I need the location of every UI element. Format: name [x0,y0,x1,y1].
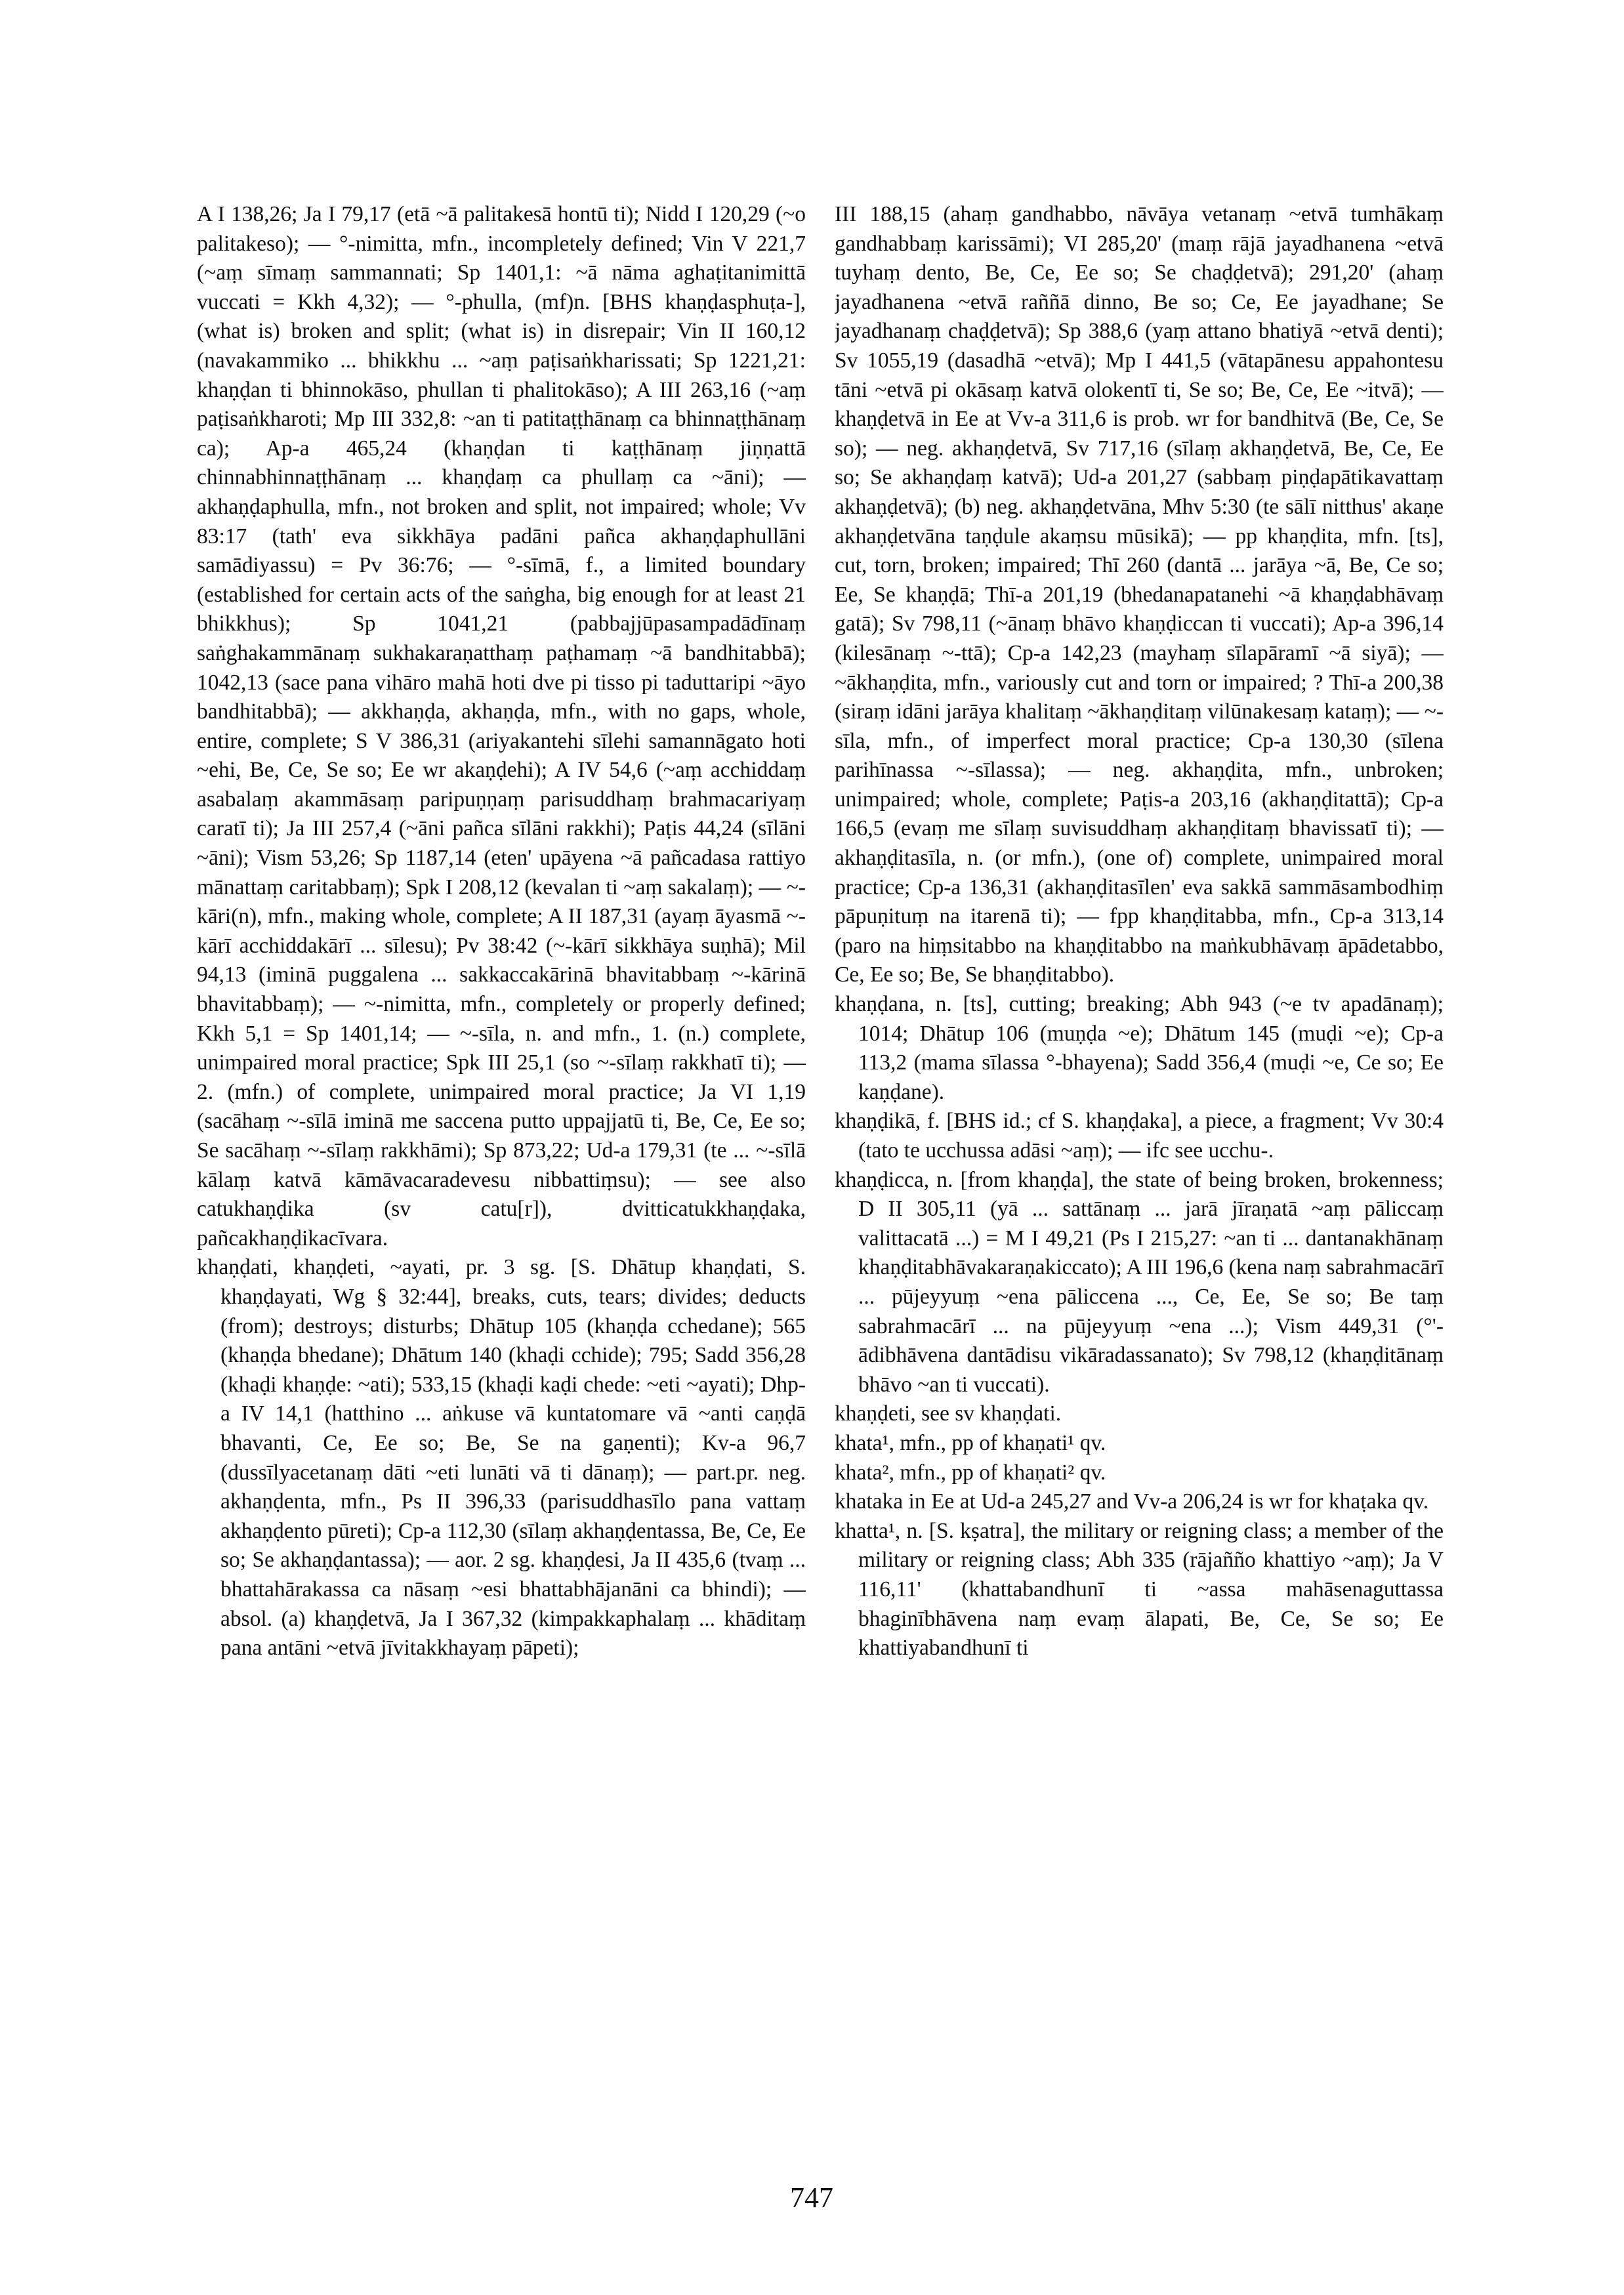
entry-khandati: khaṇḍati, khaṇḍeti, ~ayati, pr. 3 sg. [S. Dhātup khaṇḍati, S. khaṇḍayati, Wg § 32:44], breaks, cuts, tears; divides; deducts (from); destroys; disturbs; Dhātup 105 (khaṇḍa cchedane); 565 (khaṇḍa bhedane); Dhātum 140 (khaḍi cchide); 795; Sadd 356,28 (khaḍi khaṇḍe: ~ati); 533,15 (khaḍi kaḍi chede: ~eti ~ayati); Dhp-a IV 14,1 (hatthino ... aṅkuse vā kuntatomare vā ~anti caṇḍā bhavanti, Ce, Ee so; Be, Se na gaṇenti); Kv-a 96,7 (dussīlyacetanaṃ dāti ~eti lunāti vā ti dānaṃ); — part.pr. neg. akhaṇḍenta, mfn., Ps II 396,33 (parisuddhasīlo pana vattaṃ akhaṇḍento pūreti); Cp-a 112,30 (sīlaṃ akhaṇḍentassa, Be, Ce, Ee so; Se akhaṇḍantassa); — aor. 2 sg. khaṇḍesi, Ja II 435,6 (tvaṃ ... bhattahārakassa ca nāsaṃ ~esi bhattabhājanāni ca bhindi); — absol. (a) khaṇḍetvā, Ja I 367,32 (kimpakkaphalaṃ ... khāditaṃ pana antāni ~etvā jīvitakkhayaṃ pāpeti); [197,1255,806,1661]
entry-khataka: khataka in Ee at Ud-a 245,27 and Vv-a 206,24 is wr for khaṭaka qv. [835,1489,1429,1514]
entry-khata-1: khata¹, mfn., pp of khaṇati¹ qv. [835,1430,1106,1455]
left-column [197,200,806,2181]
left-paragraph-continuation: A I 138,26; Ja I 79,17 (etā ~ā palitakesā hontū ti); Nidd I 120,29 (~o palitakeso); — °-nimitta, mfn., incompletely defined; Vin V 221,7 (~aṃ sīmaṃ sammannati; Sp 1401,1: ~ā nāma aghaṭitanimittā vuccati = Kkh 4,32); — °-phulla, (mf)n. [BHS khaṇḍasphuṭa-], (what is) broken and split; (what is) in disrepair; Vin II 160,12 (navakammiko ... bhikkhu ... ~aṃ paṭisaṅkharissati; Sp 1221,21: khaṇḍan ti bhinnokāso, phullan ti phalitokāso); A III 263,16 (~aṃ paṭisaṅkharoti; Mp III 332,8: ~an ti patitaṭṭhānaṃ ca bhinnaṭṭhānaṃ ca); Ap-a 465,24 (khaṇḍan ti kaṭṭhānaṃ jiṇṇattā chinnabhinnaṭṭhānaṃ ... khaṇḍaṃ ca phullaṃ ca ~āni); — akhaṇḍaphulla, mfn., not broken and split, not impaired; whole; Vv 83:17 (tath' eva sikkhāya padāni pañca akhaṇḍaphullāni samādiyassu) = Pv 36:76; — °-sīmā, f., a limited boundary (established for certain acts of the saṅgha, big enough for at least 21 bhikkhus); Sp 1041,21 (pabbajjūpasampadādīnaṃ saṅghakammānaṃ sukhakaraṇatthaṃ paṭhamaṃ ~ā bandhitabbā); 1042,13 (sace pana vihāro mahā hoti dve pi tisso pi taduttaripi ~āyo bandhitabbā); — akkhaṇḍa, akhaṇḍa, mfn., with no gaps, whole, entire, complete; S V 386,31 (ariyakantehi sīlehi samannāgato hoti ~ehi, Be, Ce, Se so; Ee wr akaṇḍehi); A IV 54,6 (~aṃ acchiddaṃ asabalaṃ akammāsaṃ paripuṇṇaṃ parisuddhaṃ brahmacariyaṃ caratī ti); Ja III 257,4 (~āni pañca sīlāni rakkhi); Paṭis 44,24 (sīlāni ~āni); Vism 53,26; Sp 1187,14 (eten' upāyena ~ā pañcadasa rattiyo mānattaṃ caritabbaṃ); Spk I 208,12 (kevalan ti ~aṃ sakalaṃ); — ~-kāri(n), mfn., making whole, complete; A II 187,31 (ayaṃ āyasmā ~-kārī acchiddakārī ... sīlesu); Pv 38:42 (~-kārī sikkhāya suṇhā); Mil 94,13 (iminā puggalena ... sakkaccakārinā bhavitabbaṃ ~-kārinā bhavitabbaṃ); — ~-nimitta, mfn., completely or properly defined; Kkh 5,1 = Sp 1401,14; — ~-sīla, n. and mfn., 1. (n.) complete, unimpaired moral practice; Spk III 25,1 (so ~-sīlaṃ rakkhatī ti); — 2. (mfn.) of complete, unimpaired moral practice; Ja VI 1,19 (sacāhaṃ ~-sīlā iminā me saccena putto uppajjatū ti, Be, Ce, Ee so; Se sacāhaṃ ~-sīlaṃ rakkhāmi); Sp 873,22; Ud-a 179,31 (te ... ~-sīlā kālaṃ katvā kāmāvacaradevesu nibbattiṃsu); — see also catukhaṇḍika (sv catu[r]), dvitticatukkhaṇḍaka, pañcakhaṇḍikacīvara. [197,202,806,1251]
entry-khandika: khaṇḍikā, f. [BHS id.; cf S. khaṇḍaka], a piece, a fragment; Vv 30:4 (tato te ucchussa adāsi ~aṃ); — ifc see ucchu-. [835,1109,1444,1163]
entry-khata-2: khata², mfn., pp of khaṇati² qv. [835,1460,1106,1485]
entry-khandeti: khaṇḍeti, see sv khaṇḍati. [835,1401,1062,1426]
entry-khatta-1: khatta¹, n. [S. kṣatra], the military or reigning class; a member of the military or reigning class; Abh 335 (rājañño khattiyo ~aṃ); Ja V 116,11' (khattabandhunī ti ~assa mahāsenaguttassa bhaginībhāvena naṃ evaṃ ālapati, Be, Ce, Se so; Ee khattiyabandhunī ti [835,1518,1444,1661]
right-column [835,200,1444,2181]
right-paragraph-continuation: III 188,15 (ahaṃ gandhabbo, nāvāya vetanaṃ ~etvā tumhākaṃ gandhabbaṃ karissāmi); VI 285,20' (maṃ rājā jayadhanena ~etvā tuyhaṃ dento, Be, Ce, Ee so; Se chaḍḍetvā); 291,20' (ahaṃ jayadhanena ~etvā raññā dinno, Be so; Ce, Ee jayadhane; Se jayadhanaṃ chaḍḍetvā); Sp 388,6 (yaṃ attano bhatiyā ~etvā denti); Sv 1055,19 (dasadhā ~etvā); Mp I 441,5 (vātapānesu appahontesu tāni ~etvā pi okāsaṃ katvā olokentī ti, Se so; Be, Ce, Ee ~itvā); — khaṇḍetvā in Ee at Vv-a 311,6 is prob. wr for bandhitvā (Be, Ce, Se so); — neg. akhaṇḍetvā, Sv 717,16 (sīlaṃ akhaṇḍetvā, Be, Ce, Ee so; Se akhaṇḍaṃ katvā); Ud-a 201,27 (sabbaṃ piṇḍapātikavattaṃ akhaṇḍetvā); (b) neg. akhaṇḍetvāna, Mhv 5:30 (te sālī nitthus' akaṇe akhaṇḍetvāna taṇḍule akaṃsu mūsikā); — pp khaṇḍita, mfn. [ts], cut, torn, broken; impaired; Thī 260 (dantā ... jarāya ~ā, Be, Ce so; Ee, Se khaṇḍā; Thī-a 201,19 (bhedanapatanehi ~ā khaṇḍabhāvaṃ gatā); Sv 798,11 (~ānaṃ bhāvo khaṇḍiccan ti vuccati); Ap-a 396,14 (kilesānaṃ ~-ttā); Cp-a 142,23 (mayhaṃ sīlapāramī ~ā siyā); — ~ākhaṇḍita, mfn., variously cut and torn or impaired; ? Thī-a 200,38 (siraṃ idāni jarāya khalitaṃ ~ākhaṇḍitaṃ vilūnakesaṃ kataṃ); — ~-sīla, mfn., of imperfect moral practice; Cp-a 130,30 (sīlena parihīnassa ~-sīlassa); — neg. akhaṇḍita, mfn., unbroken; unimpaired; whole, complete; Paṭis-a 203,16 (akhaṇḍitattā); Cp-a 166,5 (evaṃ me sīlaṃ suvisuddhaṃ akhaṇḍitaṃ bhavissatī ti); — akhaṇḍitasīla, n. (or mfn.), (one of) complete, unimpaired moral practice; Cp-a 136,31 (akhaṇḍitasīlen' eva sakkā sammāsambodhiṃ pāpuṇituṃ na itarenā ti); — fpp khaṇḍitabba, mfn., Cp-a 313,14 (paro na hiṃsitabbo na khaṇḍitabbo na maṅkubhāvaṃ āpādetabbo, Ce, Ee so; Be, Se bhaṇḍitabbo). [835,202,1444,987]
entry-khandicca: khaṇḍicca, n. [from khaṇḍa], the state of being broken, brokenness; D II 305,11 (yā ... sattānaṃ ... jarā jīraṇatā ~aṃ pāliccaṃ valittacatā ...) = M I 49,21 (Ps I 215,27: ~an ti ... dantanakhānaṃ khaṇḍitabhāvakaraṇakiccato); A III 196,6 (kena naṃ sabrahmacārī ... pūjeyyuṃ ~ena pāliccena ..., Ce, Ee, Se so; Be taṃ sabrahmacārī ... na pūjeyyuṃ ~ena ...); Vism 449,31 (°'-ādibhāvena dantādisu vikāradassanato); Sv 798,12 (khaṇḍitānaṃ bhāvo ~an ti vuccati). [835,1167,1444,1397]
entry-khandana: khaṇḍana, n. [ts], cutting; breaking; Abh 943 (~e tv apadānaṃ); 1014; Dhātup 106 (muṇḍa ~e); Dhātum 145 (muḍi ~e); Cp-a 113,2 (mama sīlassa °-bhayena); Sadd 356,4 (muḍi ~e, Ce so; Ee kaṇḍane). [835,992,1444,1104]
page-number: 747 [790,2181,833,2214]
